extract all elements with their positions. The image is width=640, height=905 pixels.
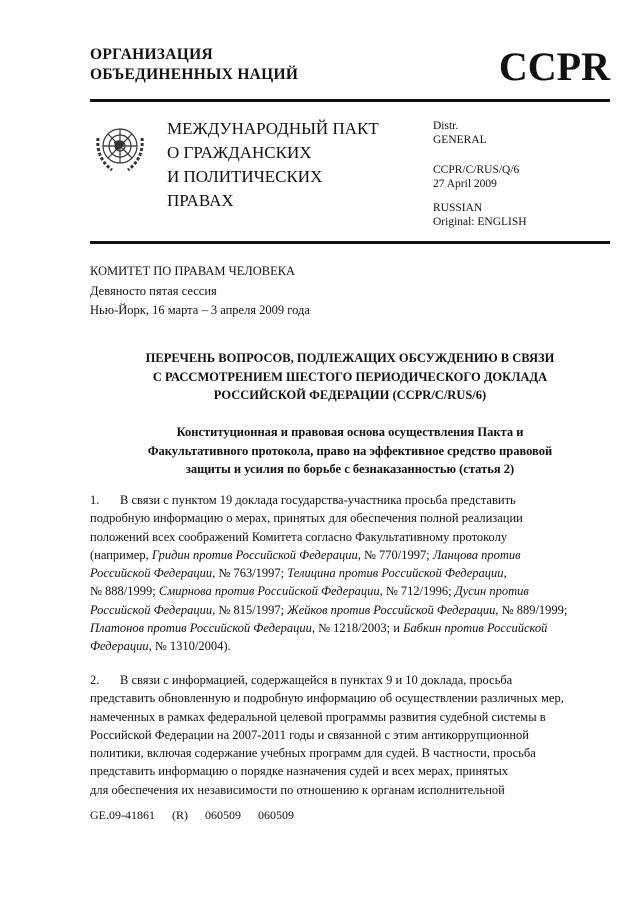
heading-line: С РАССМОТРЕНИЕМ ШЕСТОГО ПЕРИОДИЧЕСКОГО ДОКЛАДА [152,369,548,384]
document-symbol: CCPR/C/RUS/Q/6 [433,164,520,176]
paragraph-line [90,564,567,582]
document-date: 27 April 2009 [433,177,497,190]
text-run: представить обновленную и подробную информацию об осуществлении различных мер, [90,691,564,706]
case-citation: Бабкин против Российской [403,621,548,636]
paragraph-line [90,491,567,509]
subheading-line: защиты и усилия по борьбе с безнаказанностью (статья 2) [185,462,515,476]
text-run: В связи с пунктом 19 доклада государства-участника просьба представить [120,493,516,507]
case-citation: Платонов против Российской Федерации [90,621,312,636]
paragraph-line [90,689,564,707]
case-citation: Дусин против [454,584,529,599]
text-run: , № 712/1996; [379,584,455,599]
text-run: , № 1310/2004). [148,639,231,654]
paragraph-line [90,781,564,799]
distr-label: Distr. [433,120,459,132]
text-run: , [503,566,507,581]
case-citation: Федерации [90,639,149,654]
case-citation: Телицина против Российской Федерации [287,566,504,581]
paragraph-line [90,671,564,689]
paragraph-line [90,619,567,637]
section-heading [90,423,610,479]
text-run: положений всех соображений Комитета согласно Факультативному протоколу [90,529,508,544]
text-run: В связи с информацией, содержащейся в пунктах 9 и 10 доклада, просьба [120,673,513,687]
case-citation: Гридин против Российской Федерации [151,547,358,562]
footer-date: 060509 [258,808,294,822]
text-run: политики, включая содержание учебных программ для судей. В частности, просьба [90,746,536,761]
paragraph-line [90,744,564,762]
case-citation: Российской Федерации [90,566,213,581]
document-footer [90,808,308,823]
case-citation: Жейков против Российской Федерации [287,602,496,617]
heading-line: РОССИЙСКОЙ ФЕДЕРАЦИИ (CCPR/C/RUS/6) [213,388,487,402]
text-run: представить информацию о порядке назначения судей и всех мерах, принятых [90,764,508,779]
title-line: МЕЖДУНАРОДНЫЙ ПАКТ [167,119,379,138]
language-code: (R) [172,808,188,822]
text-run: намеченных в рамках федеральной целевой программы развития судебной системы в [90,709,546,724]
org-line-2: ОБЪЕДИНЕННЫХ НАЦИЙ [90,66,299,83]
footer-date: 060509 [205,808,241,822]
paragraph-number: 1. [90,493,100,507]
text-run: для обеспечения их независимости по отношению к органам исполнительной [90,782,505,797]
paragraph-line [90,637,567,655]
session-place-date: Нью-Йорк, 16 марта – 3 апреля 2009 года [90,303,310,317]
case-citation: Смирнова против Российской Федерации [158,584,380,599]
title-line: О ГРАЖДАНСКИХ [167,143,312,162]
committee-info [90,262,310,321]
text-run: , № 815/1997; [212,602,288,617]
paragraph-number: 2. [90,673,100,687]
case-citation: Ланцова против [432,547,521,562]
paragraph-line [90,546,567,564]
text-run: , № 763/1997; [212,566,288,581]
text-run: Российской Федерации на 2007-2011 годы и связанной с этим антикоррупционной [90,727,529,742]
un-emblem-icon [90,118,150,178]
text-run: , № 1218/2003; и [311,621,404,636]
distribution [433,120,487,147]
paragraph-line [90,528,567,546]
committee-name: КОМИТЕТ ПО ПРАВАМ ЧЕЛОВЕКА [90,264,296,278]
session: Девяносто пятая сессия [90,283,217,298]
paragraph-line [90,601,567,619]
language-info [433,202,527,229]
subheading-line: Конституционная и правовая основа осуществления Пакта и [176,425,524,439]
document-heading [90,349,610,405]
text-run: , № 889/1999; [495,602,568,617]
document-reference [433,164,519,191]
paragraph-1 [90,491,567,656]
top-divider [90,99,610,102]
heading-line: ПЕРЕЧЕНЬ ВОПРОСОВ, ПОДЛЕЖАЩИХ ОБСУЖДЕНИЮ В СВЯЗИ [145,351,555,365]
text-run: , № 770/1997; [357,547,433,562]
paragraph-2 [90,671,564,799]
paragraph-line [90,726,564,744]
paragraph-line [90,708,564,726]
paragraph-line [90,582,567,600]
org-line-1: ОРГАНИЗАЦИЯ [90,46,213,63]
job-number: GE.09-41861 [90,808,155,822]
original-language: Original: ENGLISH [433,215,527,228]
text-run: (например, [90,547,152,562]
title-line: И ПОЛИТИЧЕСКИХ [167,167,323,186]
paragraph-line [90,762,564,780]
document-language: RUSSIAN [433,202,483,214]
case-citation: Российской Федерации [90,602,213,617]
text-run: подробную информацию о мерах, принятых для обеспечения полной реализации [90,511,523,526]
organization-name [90,45,298,85]
document-series-symbol: CCPR [498,44,610,89]
distr-value: GENERAL [433,133,487,146]
subheading-line: Факультативного протокола, право на эффективное средство правовой [147,443,553,458]
title-line: ПРАВАХ [167,191,234,210]
covenant-title [167,117,379,213]
paragraph-line [90,509,567,527]
text-run: № 888/1999; [90,584,159,599]
header-divider [90,241,610,244]
